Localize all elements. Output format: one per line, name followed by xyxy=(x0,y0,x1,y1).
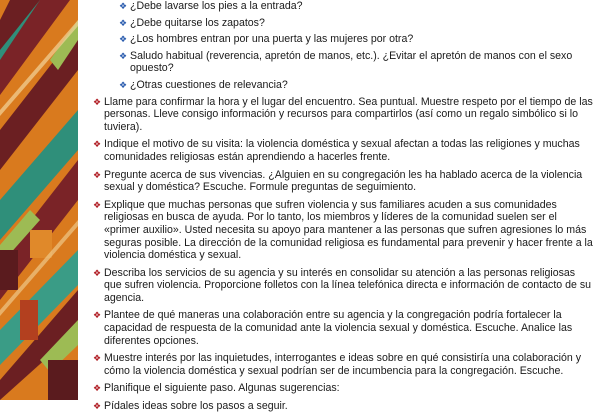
main-list-item xyxy=(93,400,593,413)
four-diamond-bullet-icon: ❖ xyxy=(93,401,102,412)
main-list-item-text: Muestre interés por las inquietudes, interrogantes e ideas sobre en qué consistiría una colaboración y cómo la violencia doméstica y sexual podrían ser de incumbencia para la congregación. Escuche. xyxy=(104,352,581,377)
sub-list-item xyxy=(119,50,593,75)
main-list-item-text: Pregunte acerca de sus vivencias. ¿Alguien en su congregación les ha hablado acerca de la violencia sexual y doméstica? Escuche. Formule preguntas de seguimiento. xyxy=(104,168,583,194)
four-diamond-bullet-icon: ❖ xyxy=(93,310,102,321)
main-list-item xyxy=(93,169,593,194)
main-list-item xyxy=(93,382,593,395)
main-list-item xyxy=(93,96,593,134)
four-diamond-bullet-icon: ❖ xyxy=(119,50,128,61)
four-diamond-bullet-icon: ❖ xyxy=(119,79,128,90)
main-list-item-text: Describa los servicios de su agencia y su interés en consolidar su atención a las personas religiosas que sufren violencia. Proporcione folletos con la línea telefónica directa e información de contacto de su agencia. xyxy=(104,266,592,304)
sub-list-item xyxy=(119,0,593,13)
four-diamond-bullet-icon: ❖ xyxy=(93,199,102,210)
main-bullet-list xyxy=(93,96,593,413)
four-diamond-bullet-icon: ❖ xyxy=(93,169,102,180)
sub-list-item-text: ¿Otras cuestiones de relevancia? xyxy=(130,78,288,91)
sub-list-item-text: ¿Debe quitarse los zapatos? xyxy=(130,16,265,29)
main-list-item xyxy=(93,199,593,262)
four-diamond-bullet-icon: ❖ xyxy=(93,267,102,278)
four-diamond-bullet-icon: ❖ xyxy=(119,17,128,28)
four-diamond-bullet-icon: ❖ xyxy=(119,1,128,11)
main-list-item-text: Pídales ideas sobre los pasos a seguir. xyxy=(104,400,288,413)
mosaic-pattern xyxy=(0,0,78,400)
main-list-item xyxy=(93,267,593,305)
sub-list-item-text: ¿Los hombres entran por una puerta y las mujeres por otra? xyxy=(130,33,414,46)
main-list-item-text: Plantee de qué maneras una colaboración entre su agencia y la congregación podría fortalecer la capacidad de respuesta de la comunidad ante la violencia sexual y doméstica. Escuche. Analice las diferentes opciones. xyxy=(104,309,573,347)
four-diamond-bullet-icon: ❖ xyxy=(93,96,102,107)
main-list-item-text: Llame para confirmar la hora y el lugar del encuentro. Sea puntual. Muestre respeto por el tiempo de las personas. Lleve consigo información y recursos para compartirlos (así como un regalo simbólico si lo tuviera). xyxy=(104,95,593,133)
main-list-item xyxy=(93,309,593,347)
four-diamond-bullet-icon: ❖ xyxy=(119,34,128,45)
main-list-item xyxy=(93,138,593,163)
sub-list-item xyxy=(119,79,593,92)
mosaic-border-decoration xyxy=(0,0,78,400)
main-list-item-text: Indique el motivo de su visita: la violencia doméstica y sexual afectan a todas las religiones y muchas comunidades religiosas están aprendiendo a hacerles frente. xyxy=(104,138,580,163)
four-diamond-bullet-icon: ❖ xyxy=(93,383,102,394)
sub-bullet-list xyxy=(93,0,593,92)
sub-list-item xyxy=(119,33,593,46)
main-list-item-text: Planifique el siguiente paso. Algunas sugerencias: xyxy=(104,382,340,395)
main-list-item-text: Explique que muchas personas que sufren violencia y sus familiares acuden a sus comunidades religiosas en busca de ayuda. Por lo tanto, los miembros y líderes de la comunidad suelen ser el «primer auxilio». Usted necesita su apoyo para mantener a las personas que sufren agresiones lo más seguras posible. La dirección de la comunidad religiosa es fundamental para prevenir y hacer frente a la violencia doméstica y sexual. xyxy=(104,198,593,262)
four-diamond-bullet-icon: ❖ xyxy=(93,139,102,150)
sub-list-item-text: ¿Debe lavarse los pies a la entrada? xyxy=(130,0,303,12)
sub-list-item xyxy=(119,17,593,30)
four-diamond-bullet-icon: ❖ xyxy=(93,353,102,364)
main-list-item xyxy=(93,352,593,377)
document-body xyxy=(93,0,593,418)
sub-list-item-text: Saludo habitual (reverencia, apretón de manos, etc.). ¿Evitar el apretón de manos con el sexo opuesto? xyxy=(130,49,573,75)
